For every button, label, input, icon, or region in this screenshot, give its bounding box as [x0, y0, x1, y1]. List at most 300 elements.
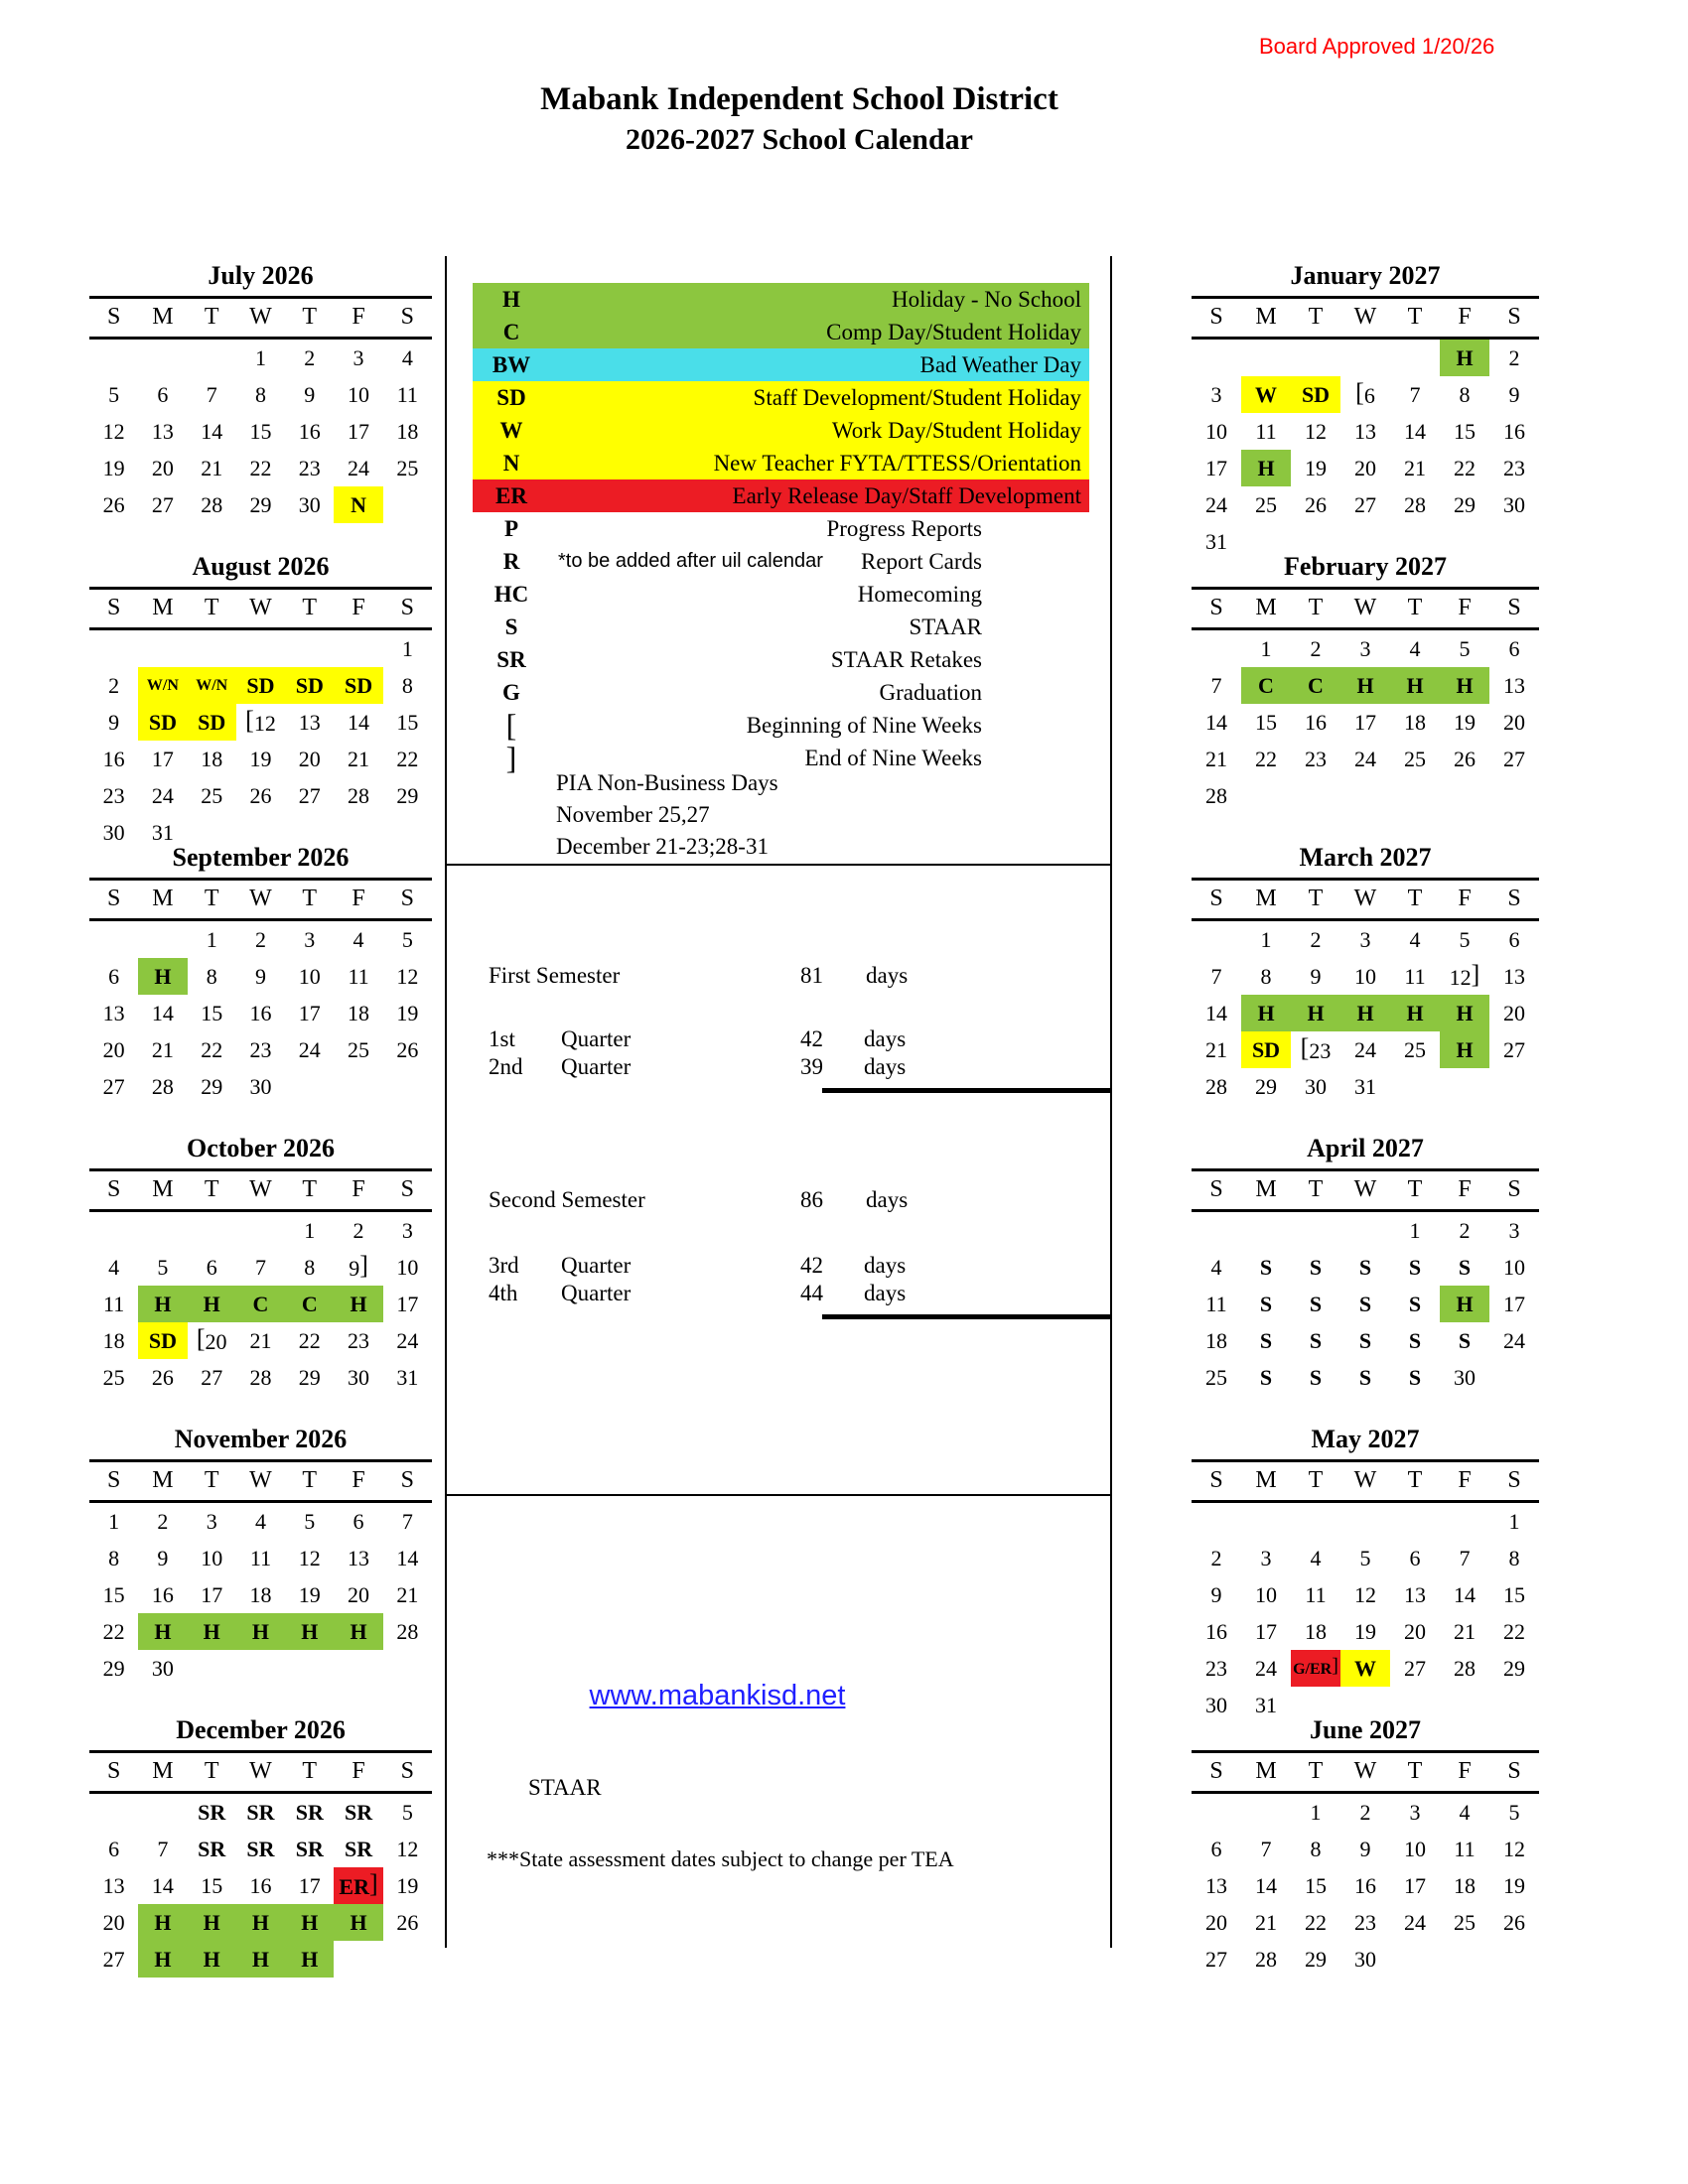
day-cell: 31	[151, 820, 174, 845]
day-cell	[138, 1794, 187, 1831]
day-cell: 23	[102, 783, 125, 808]
day-cell: 30	[1354, 1947, 1376, 1972]
day-cell: H	[1241, 995, 1291, 1031]
day-headers	[89, 1459, 432, 1503]
day-cell: 7	[1409, 382, 1421, 407]
nine-weeks-begin-bracket: [	[1355, 378, 1364, 407]
day-cell: H	[138, 1286, 187, 1322]
day-header: F	[352, 1176, 365, 1202]
day-header: M	[1255, 1467, 1277, 1493]
day-cell: 5	[401, 1800, 413, 1825]
day-cell	[1440, 777, 1489, 814]
day-cell: 3	[1210, 382, 1222, 407]
day-cell: 12]	[1449, 960, 1480, 990]
legend-row	[473, 381, 1089, 414]
month-march-2027	[1192, 842, 1539, 1105]
day-header: T	[1308, 1758, 1324, 1784]
month-title: September 2026	[172, 843, 350, 872]
day-cell	[1440, 1068, 1489, 1105]
q1-ordinal: 1st	[489, 1026, 515, 1051]
day-cell: [20	[196, 1324, 227, 1354]
day-header: M	[152, 595, 174, 620]
day-cell: 2	[1210, 1546, 1222, 1570]
month-june-2027	[1192, 1714, 1539, 1978]
day-cell: 22	[298, 1328, 321, 1353]
day-header: S	[1209, 304, 1223, 330]
second-semester-total-rule	[822, 1314, 1110, 1319]
days-unit: days	[866, 1187, 909, 1212]
day-cell	[1340, 1503, 1390, 1540]
day-cell: 23	[348, 1328, 370, 1353]
nine-weeks-end-bracket: ]	[1471, 960, 1480, 989]
week-row	[1192, 704, 1539, 741]
day-cell	[89, 340, 138, 376]
day-cell: SD	[138, 1322, 187, 1359]
day-header: S	[106, 304, 121, 330]
day-cell: 16	[298, 419, 321, 444]
day-cell: 2	[1459, 1218, 1471, 1243]
day-cell: 18	[348, 1001, 370, 1025]
day-cell: 10	[201, 1546, 223, 1570]
day-header: S	[106, 1176, 121, 1202]
month-october-2026	[89, 1133, 432, 1396]
days-unit: days	[864, 1253, 907, 1278]
day-cell: H	[1340, 995, 1390, 1031]
legend-label: Holiday - No School	[891, 287, 1081, 312]
day-cell: SD	[285, 667, 334, 704]
day-cell: S	[1408, 1255, 1422, 1280]
day-cell: 27	[201, 1365, 223, 1390]
day-cell: 19	[1454, 710, 1476, 735]
day-cell: 27	[151, 492, 174, 517]
legend-code: ]	[505, 740, 517, 775]
day-cell: 5	[1359, 1546, 1371, 1570]
day-cell: 11	[396, 382, 418, 407]
day-cell: 20	[1354, 456, 1376, 480]
day-cell: 11	[103, 1292, 125, 1316]
days-unit: days	[864, 1281, 907, 1305]
day-cell	[1340, 1212, 1390, 1249]
legend-code: C	[502, 320, 520, 344]
day-cell: SR	[246, 1837, 275, 1861]
week-row	[89, 1904, 432, 1941]
day-cell: S	[1358, 1328, 1372, 1353]
day-cell: 1	[1260, 636, 1272, 661]
day-headers	[89, 1750, 432, 1794]
day-header: F	[352, 1758, 365, 1784]
week-row	[1192, 1904, 1539, 1941]
day-cell: 27	[1503, 747, 1525, 771]
day-cell: 2	[1310, 927, 1322, 952]
day-cell	[383, 486, 432, 523]
legend-label: Graduation	[879, 680, 982, 705]
day-cell: 15	[201, 1873, 223, 1898]
legend-code: R	[502, 549, 520, 574]
day-cell: H	[1340, 667, 1390, 704]
day-cell: 24	[348, 456, 370, 480]
day-headers	[1192, 1459, 1539, 1503]
day-cell: H	[138, 958, 187, 995]
day-header: M	[1255, 1758, 1277, 1784]
left-column-divider	[445, 256, 447, 1948]
week-row	[89, 777, 432, 814]
day-cell: SD	[1241, 1031, 1291, 1068]
day-cell: 19	[1503, 1873, 1525, 1898]
day-cell: 17	[1404, 1873, 1426, 1898]
day-cell: 9	[157, 1546, 169, 1570]
day-cell: H	[334, 1613, 382, 1650]
legend-code: SR	[496, 647, 526, 672]
staar-label: STAAR	[528, 1775, 602, 1800]
day-cell: 5	[1508, 1800, 1520, 1825]
legend-row	[473, 643, 1089, 676]
day-cell: 23	[1205, 1656, 1227, 1681]
week-row	[89, 995, 432, 1031]
day-header: F	[1458, 304, 1472, 330]
day-cell	[1241, 340, 1291, 376]
day-cell: H	[188, 1613, 236, 1650]
day-cell	[138, 630, 187, 667]
day-cell: 13	[1503, 964, 1525, 989]
day-header: F	[1458, 595, 1472, 620]
day-header: M	[1255, 886, 1277, 911]
day-cell	[188, 1650, 236, 1687]
day-header: W	[249, 886, 272, 911]
first-semester-label: First Semester	[489, 963, 621, 988]
day-cell: 21	[1454, 1619, 1476, 1644]
day-cell: 10	[298, 964, 321, 989]
day-cell: 3	[1359, 636, 1371, 661]
day-cell: 19	[102, 456, 125, 480]
day-cell: 13	[1354, 419, 1376, 444]
day-cell: 10	[1354, 964, 1376, 989]
day-cell	[334, 1941, 382, 1978]
day-cell: 30	[348, 1365, 370, 1390]
day-cell: 21	[348, 747, 370, 771]
day-cell	[1291, 777, 1340, 814]
day-header: F	[352, 304, 365, 330]
legend-code: SD	[496, 385, 526, 410]
day-cell: 19	[1354, 1619, 1376, 1644]
week-row	[1192, 1650, 1539, 1687]
q4-label: Quarter	[561, 1281, 632, 1305]
week-row	[1192, 921, 1539, 958]
pia-line: November 25,27	[556, 802, 710, 827]
day-cell	[1390, 1941, 1440, 1978]
day-cell: 29	[102, 1656, 125, 1681]
day-cell: H	[1390, 667, 1440, 704]
week-row	[89, 1576, 432, 1613]
week-row	[1192, 1941, 1539, 1978]
day-cell	[334, 1650, 382, 1687]
month-title: April 2027	[1307, 1134, 1424, 1162]
legend-label: Progress Reports	[826, 516, 982, 541]
legend-label: New Teacher FYTA/TTESS/Orientation	[713, 451, 1081, 476]
legend-row	[473, 676, 1089, 709]
day-cell: 23	[1503, 456, 1525, 480]
day-cell: 5	[1459, 927, 1471, 952]
day-cell: 4	[401, 345, 413, 370]
day-cell: 24	[1404, 1910, 1426, 1935]
day-cell: SD	[334, 667, 382, 704]
day-cell: 5	[304, 1509, 316, 1534]
day-cell: 9	[304, 382, 316, 407]
day-cell: SR	[344, 1800, 373, 1825]
day-cell: [23	[1300, 1033, 1332, 1063]
day-cell: 1	[304, 1218, 316, 1243]
day-cell: 25	[102, 1365, 125, 1390]
day-headers	[1192, 878, 1539, 921]
day-cell: 30	[1454, 1365, 1476, 1390]
day-cell: 5	[157, 1255, 169, 1280]
week-row	[89, 413, 432, 450]
nine-weeks-end-bracket: ]	[368, 1869, 378, 1898]
q4-days: 44	[800, 1281, 823, 1305]
day-cell: 22	[102, 1619, 125, 1644]
week-row	[1192, 1068, 1539, 1105]
day-cell: 8	[108, 1546, 120, 1570]
day-cell: 15	[1305, 1873, 1327, 1898]
day-cell: 25	[348, 1037, 370, 1062]
week-row	[89, 1503, 432, 1540]
nine-weeks-end-bracket: ]	[359, 1251, 368, 1280]
month-title: February 2027	[1284, 552, 1447, 581]
day-cell: 21	[1205, 1037, 1227, 1062]
day-cell: 24	[1354, 747, 1376, 771]
day-cell: 22	[1454, 456, 1476, 480]
day-cell: 18	[396, 419, 419, 444]
days-unit: days	[864, 1026, 907, 1051]
day-cell: 28	[151, 1074, 174, 1099]
day-cell: 26	[1305, 492, 1327, 517]
day-cell: 24	[1205, 492, 1227, 517]
day-cell: 4	[1409, 927, 1421, 952]
day-cell: 15	[201, 1001, 223, 1025]
day-cell: 21	[201, 456, 223, 480]
legend-label: Staff Development/Student Holiday	[753, 385, 1081, 410]
day-cell: 10	[1404, 1837, 1426, 1861]
day-headers	[1192, 296, 1539, 340]
month-november-2026	[89, 1424, 432, 1687]
week-row	[89, 741, 432, 777]
day-cell	[89, 921, 138, 958]
day-cell: 6	[1508, 636, 1520, 661]
day-cell: 31	[1205, 529, 1227, 554]
q3-label: Quarter	[561, 1253, 632, 1278]
day-cell	[1241, 1794, 1291, 1831]
day-header: W	[1353, 1176, 1377, 1202]
day-cell: 9	[1210, 1582, 1222, 1607]
day-cell: 28	[1205, 783, 1227, 808]
day-header: W	[1353, 304, 1377, 330]
day-cell: 15	[396, 710, 419, 735]
day-cell: S	[1458, 1255, 1472, 1280]
day-cell: 10	[396, 1255, 419, 1280]
month-january-2027	[1192, 260, 1539, 560]
day-cell: 6	[1409, 1546, 1421, 1570]
q2-ordinal: 2nd	[489, 1054, 523, 1079]
day-headers	[1192, 587, 1539, 630]
day-cell	[383, 1650, 432, 1687]
day-cell: C	[1291, 667, 1340, 704]
day-cell: 19	[1305, 456, 1327, 480]
day-cell: H	[285, 1904, 334, 1941]
nine-weeks-begin-bracket: [	[245, 706, 254, 735]
week-row	[1192, 1794, 1539, 1831]
day-header: T	[204, 304, 219, 330]
day-cell: 21	[151, 1037, 174, 1062]
day-cell: S	[1259, 1365, 1273, 1390]
week-row	[89, 1613, 432, 1650]
day-cell: SD	[188, 704, 236, 741]
day-cell: SD	[1291, 376, 1340, 413]
day-cell	[334, 630, 382, 667]
day-header: S	[106, 1758, 121, 1784]
day-cell: 2	[157, 1509, 169, 1534]
day-cell: 14	[1205, 1001, 1227, 1025]
day-cell: 29	[249, 492, 272, 517]
week-row	[1192, 1031, 1539, 1068]
week-row	[1192, 1613, 1539, 1650]
month-title: October 2026	[187, 1134, 335, 1162]
week-row	[1192, 1540, 1539, 1576]
day-cell: 17	[348, 419, 370, 444]
day-cell: 5	[1459, 636, 1471, 661]
day-cell	[285, 1068, 334, 1105]
week-row	[89, 1249, 432, 1286]
day-cell: 25	[396, 456, 419, 480]
day-cell: W/N	[188, 667, 236, 704]
day-cell: 24	[298, 1037, 321, 1062]
day-cell: 31	[1354, 1074, 1376, 1099]
day-cell: 8	[1310, 1837, 1322, 1861]
day-cell: 14	[396, 1546, 419, 1570]
day-cell: 29	[396, 783, 419, 808]
week-row	[89, 921, 432, 958]
day-cell: 6	[352, 1509, 364, 1534]
day-cell: 7	[206, 382, 217, 407]
week-row	[89, 450, 432, 486]
day-cell: 20	[1503, 1001, 1525, 1025]
day-cell: 27	[1503, 1037, 1525, 1062]
day-cell: 23	[249, 1037, 272, 1062]
day-header: M	[152, 1176, 174, 1202]
day-cell: SR	[198, 1837, 226, 1861]
day-cell	[89, 630, 138, 667]
day-header: T	[1308, 304, 1324, 330]
day-header: S	[1507, 595, 1521, 620]
day-cell: 14	[1404, 419, 1426, 444]
day-cell: 19	[249, 747, 272, 771]
week-row	[1192, 995, 1539, 1031]
legend-label: Beginning of Nine Weeks	[746, 713, 982, 738]
day-cell: 17	[1255, 1619, 1277, 1644]
day-cell: 15	[1503, 1582, 1525, 1607]
day-header: F	[1458, 1176, 1472, 1202]
day-cell: 16	[249, 1001, 272, 1025]
district-website-link[interactable]: www.mabankisd.net	[589, 1680, 846, 1711]
day-cell: 20	[1503, 710, 1525, 735]
day-cell: 8	[1459, 382, 1471, 407]
week-row	[1192, 1867, 1539, 1904]
legend-code: S	[504, 614, 518, 639]
day-header: S	[106, 595, 121, 620]
day-cell: 6	[1210, 1837, 1222, 1861]
day-cell: 19	[298, 1582, 321, 1607]
day-header: W	[1353, 595, 1377, 620]
day-cell: 2	[108, 673, 120, 698]
legend-label: Early Release Day/Staff Development	[732, 483, 1081, 508]
day-cell: 17	[201, 1582, 223, 1607]
day-headers	[89, 587, 432, 630]
day-cell: 14	[151, 1873, 174, 1898]
day-cell: 29	[201, 1074, 223, 1099]
day-cell: 2	[1310, 636, 1322, 661]
week-row	[89, 1212, 432, 1249]
day-cell: SR	[198, 1800, 226, 1825]
day-cell: 13	[1404, 1582, 1426, 1607]
q2-days: 39	[800, 1054, 823, 1079]
week-row	[1192, 777, 1539, 814]
day-cell: 4	[254, 1509, 266, 1534]
day-header: T	[1308, 1467, 1324, 1493]
day-cell: H	[1291, 995, 1340, 1031]
day-cell: 29	[1503, 1656, 1525, 1681]
day-header: T	[1407, 1467, 1423, 1493]
week-row	[1192, 1212, 1539, 1249]
day-header: T	[204, 1467, 219, 1493]
day-cell: 8	[254, 382, 266, 407]
day-cell: 6	[108, 964, 120, 989]
day-cell: 7	[254, 1255, 266, 1280]
legend-row	[473, 414, 1089, 447]
day-cell: 3	[1508, 1218, 1520, 1243]
legend-code: P	[503, 516, 519, 541]
day-header: T	[204, 595, 219, 620]
day-cell: H	[138, 1941, 187, 1978]
day-cell: C	[236, 1286, 285, 1322]
day-cell: 1	[1260, 927, 1272, 952]
day-cell: 8	[1508, 1546, 1520, 1570]
day-cell	[1192, 340, 1241, 376]
day-cell: H	[1440, 995, 1489, 1031]
day-cell: 16	[1354, 1873, 1376, 1898]
day-header: T	[302, 886, 318, 911]
day-cell: 14	[1255, 1873, 1277, 1898]
month-may-2027	[1192, 1424, 1539, 1723]
day-header: T	[302, 595, 318, 620]
day-cell: 10	[1255, 1582, 1277, 1607]
day-cell: W/N	[138, 667, 187, 704]
day-cell: 28	[1205, 1074, 1227, 1099]
day-header: W	[249, 595, 272, 620]
month-title: August 2026	[192, 552, 330, 581]
day-header: S	[1209, 595, 1223, 620]
legend-label: End of Nine Weeks	[804, 746, 982, 770]
week-row	[89, 1286, 432, 1322]
week-row	[1192, 1359, 1539, 1396]
day-cell: 20	[1404, 1619, 1426, 1644]
day-cell	[188, 630, 236, 667]
day-cell: 16	[1205, 1619, 1227, 1644]
day-cell	[285, 1650, 334, 1687]
day-cell: H	[138, 1904, 187, 1941]
day-cell: 31	[1255, 1693, 1277, 1717]
day-cell: 13	[298, 710, 321, 735]
week-row	[89, 1650, 432, 1687]
week-row	[89, 1941, 432, 1978]
day-cell	[1291, 1212, 1340, 1249]
